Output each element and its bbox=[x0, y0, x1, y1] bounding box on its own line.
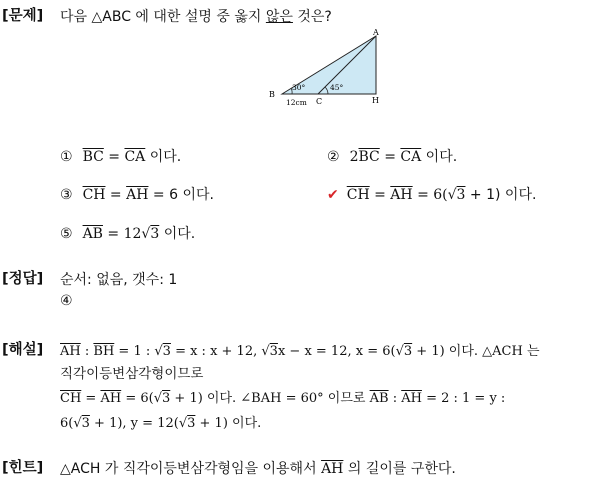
answer-line2: ④ bbox=[60, 293, 73, 309]
option-3-eq: = bbox=[105, 187, 127, 203]
question-text bbox=[60, 6, 332, 26]
answer-line1: 순서: 없음, 갯수: 1 bbox=[60, 272, 178, 288]
problem-tag: [문제] bbox=[2, 8, 44, 24]
option-3-bar2: $\overline{AH}$ bbox=[126, 187, 149, 203]
option-1-number: ① bbox=[60, 149, 73, 165]
option-4[interactable] bbox=[327, 184, 536, 204]
explanation-line3: $\overline{CH} = \overline{AH} = 6$( √ 3 + 1) 이다. ∠BAH = 60° 이므로 $\overline{AB}$ : $\overline{AH} = 2$ : 1 = y : bbox=[60, 387, 505, 406]
option-4-rest-a: = 6( bbox=[412, 187, 448, 203]
option-2-rest: 이다. bbox=[421, 149, 458, 165]
explanation-line4: 6( √ 3 + 1), y = 12( √ 3 + 1) 이다. bbox=[60, 412, 261, 431]
explanation-line2: 직각이등변삼각형이므로 bbox=[60, 366, 204, 382]
question-prefix: 다음 △ABC 에 대한 설명 중 옳지 bbox=[60, 9, 266, 25]
triangle-figure bbox=[262, 26, 392, 108]
option-2-eq: = bbox=[379, 149, 401, 165]
option-5[interactable] bbox=[60, 223, 195, 243]
option-3-bar1: $\overline{CH}$ bbox=[82, 187, 106, 203]
option-5-bar1: $\overline{AB}$ bbox=[82, 226, 103, 242]
explanation-line1: $\overline{AH}$ : $\overline{BH} = 1$ : √ 3 = x : x + 12, √ 3x − x = 12, x = 6( √ 3 + 1) 이다. △ACH 는 bbox=[60, 340, 540, 359]
length-bc-label: 12cm bbox=[286, 98, 307, 107]
option-1-eq: = bbox=[103, 149, 125, 165]
option-5-number: ⑤ bbox=[60, 226, 73, 242]
option-2[interactable] bbox=[327, 146, 457, 166]
explanation-tag: [해설] bbox=[2, 342, 44, 358]
option-2-pre: 2 bbox=[349, 149, 359, 165]
angle-c-label: 45° bbox=[330, 83, 344, 92]
option-4-rest-b: + 1) 이다. bbox=[465, 187, 537, 203]
option-5-rest-a: = 12 bbox=[102, 226, 142, 242]
option-5-rest-b: 이다. bbox=[159, 226, 196, 242]
label-a: A bbox=[373, 28, 379, 37]
option-3[interactable] bbox=[60, 184, 214, 204]
option-3-number: ③ bbox=[60, 187, 73, 203]
option-2-bar1: $\overline{BC}$ bbox=[358, 149, 380, 165]
option-4-bar2: $\overline{AH}$ bbox=[390, 187, 413, 203]
question-underlined: 않은 bbox=[265, 9, 293, 25]
option-4-sqrt: √ 3 bbox=[448, 187, 466, 203]
option-4-bar1: $\overline{CH}$ bbox=[346, 187, 370, 203]
label-c: C bbox=[316, 97, 323, 106]
option-3-rest: = 6 이다. bbox=[148, 187, 214, 203]
option-1-rest: 이다. bbox=[145, 149, 182, 165]
option-5-sqrt: √ 3 bbox=[141, 226, 159, 242]
question-suffix: 것은? bbox=[292, 9, 332, 25]
label-b: B bbox=[269, 90, 275, 99]
option-1-bar1: $\overline{BC}$ bbox=[82, 149, 104, 165]
angle-b-label: 30° bbox=[292, 83, 306, 92]
checkmark-icon: ✔ bbox=[327, 187, 339, 203]
hint-text: △ACH 가 직각이등변삼각형임을 이용해서 $\overline{AH}$ 의 길이를 구한다. bbox=[60, 461, 456, 477]
option-1[interactable] bbox=[60, 146, 181, 166]
option-4-eq: = bbox=[369, 187, 391, 203]
label-h: H bbox=[372, 96, 379, 105]
option-2-bar2: $\overline{CA}$ bbox=[400, 149, 422, 165]
option-1-bar2: $\overline{CA}$ bbox=[124, 149, 146, 165]
option-2-number: ② bbox=[327, 149, 340, 165]
answer-tag: [정답] bbox=[2, 271, 44, 287]
hint-tag: [힌트] bbox=[2, 460, 44, 476]
